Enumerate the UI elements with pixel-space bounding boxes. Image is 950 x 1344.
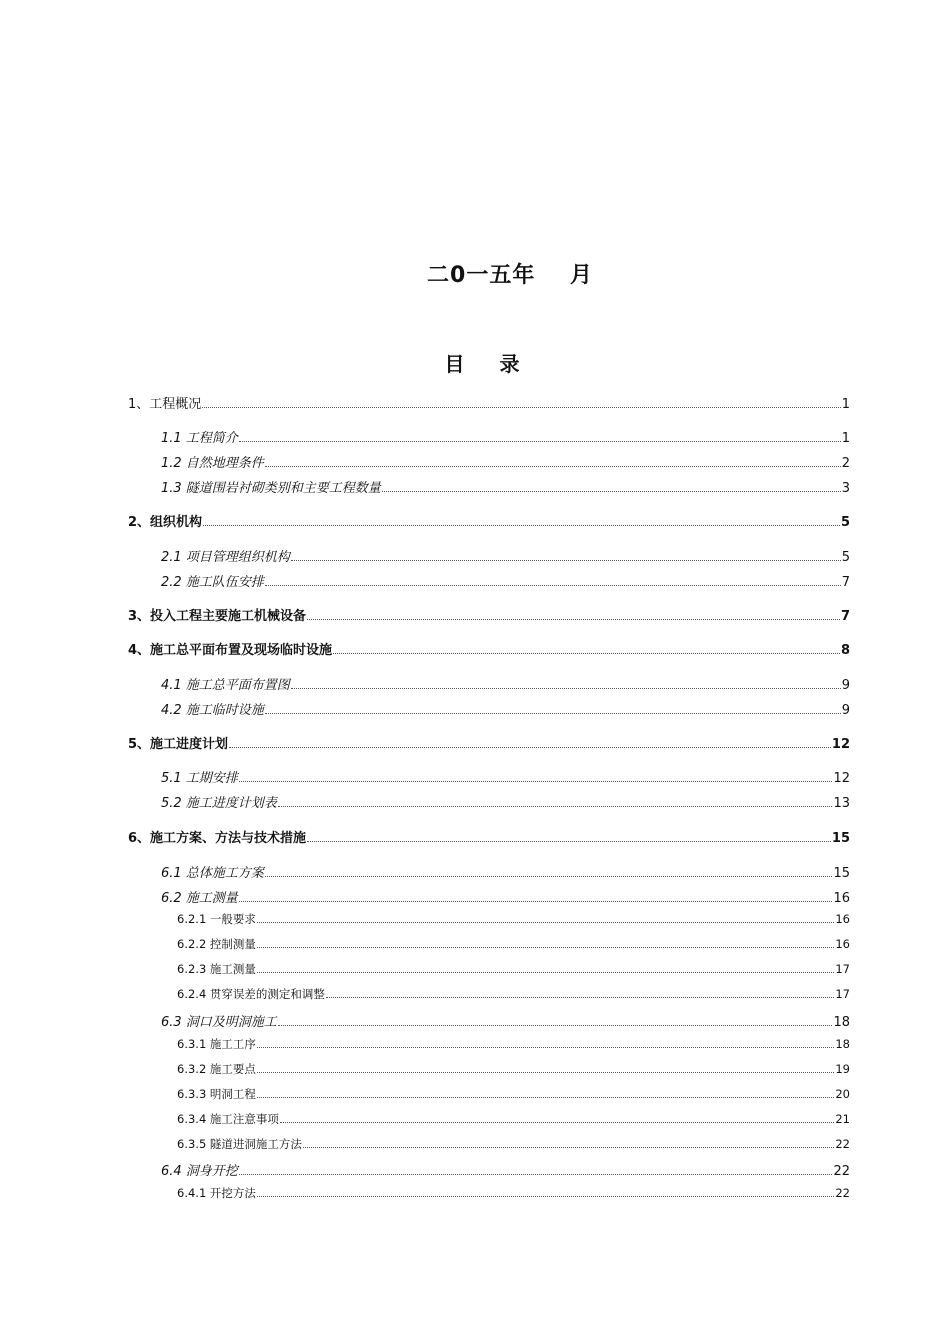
toc-entry-label: 1.1 工程简介 (161, 431, 238, 446)
toc-entry[interactable] (128, 639, 850, 658)
toc-entry-page: 16 (835, 937, 850, 951)
dot-leader (257, 1196, 834, 1197)
dot-leader (257, 1072, 834, 1073)
toc-entry-page: 18 (833, 1015, 850, 1030)
toc-entry-label: 1.2 自然地理条件 (161, 456, 264, 471)
toc-entry[interactable] (177, 1136, 850, 1152)
toc-entry-page: 12 (833, 771, 850, 786)
toc-entry[interactable] (177, 1036, 850, 1052)
toc-entry-label: 6、施工方案、方法与技术措施 (128, 831, 307, 846)
dot-leader (280, 1122, 834, 1123)
toc-entry[interactable] (161, 792, 850, 811)
toc-entry-page: 17 (835, 987, 850, 1001)
toc-entry-page: 13 (833, 796, 850, 811)
toc-entry-label: 4、施工总平面布置及现场临时设施 (128, 643, 333, 658)
toc-entry-page: 21 (835, 1112, 850, 1126)
dot-leader (239, 1174, 833, 1175)
dot-leader (291, 688, 841, 689)
toc-entry[interactable] (177, 1061, 850, 1077)
toc-entry[interactable] (161, 1011, 850, 1030)
toc-entry[interactable] (161, 452, 850, 471)
toc-entry-page: 17 (835, 962, 850, 976)
toc-entry-label: 6.2.1 一般要求 (177, 912, 256, 926)
dot-leader (307, 841, 831, 842)
toc-entry[interactable] (161, 699, 850, 718)
toc-entry-page: 22 (835, 1137, 850, 1151)
toc-entry-label: 6.3.1 施工工序 (177, 1037, 256, 1051)
dot-leader (257, 922, 834, 923)
toc-entry[interactable] (161, 427, 850, 446)
toc-entry-page: 8 (840, 643, 850, 658)
toc-entry-page: 22 (835, 1186, 850, 1200)
toc-entry-label: 5.2 施工进度计划表 (161, 796, 277, 811)
toc-entry[interactable] (128, 393, 850, 412)
dot-leader (257, 1047, 834, 1048)
dot-leader (307, 619, 840, 620)
toc-entry[interactable] (177, 911, 850, 927)
dot-leader (382, 491, 841, 492)
toc-entry-label: 6.2.4 贯穿误差的测定和调整 (177, 987, 325, 1001)
dot-leader (257, 972, 834, 973)
toc-entry-page: 15 (833, 866, 850, 881)
toc-entry[interactable] (128, 827, 850, 846)
toc-entry-label: 5、施工进度计划 (128, 737, 229, 752)
toc-entry[interactable] (161, 887, 850, 906)
toc-entry-page: 15 (831, 831, 850, 846)
toc-entry-label: 2.2 施工队伍安排 (161, 575, 264, 590)
toc-entry-label: 3、投入工程主要施工机械设备 (128, 609, 307, 624)
toc-entry-page: 20 (835, 1087, 850, 1101)
dot-leader (257, 947, 834, 948)
toc-entry[interactable] (128, 733, 850, 752)
toc-entry[interactable] (161, 674, 850, 693)
dot-leader (303, 1147, 834, 1148)
dot-leader (265, 876, 833, 877)
toc-title: 目 录 (444, 352, 534, 376)
toc-entry-page: 12 (831, 737, 850, 752)
toc-entry-label: 6.2.3 施工测量 (177, 962, 256, 976)
toc-entry-page: 16 (833, 891, 850, 906)
toc-entry-page: 18 (835, 1037, 850, 1051)
toc-entry-label: 4.2 施工临时设施 (161, 703, 264, 718)
toc-entry-label: 6.4.1 开挖方法 (177, 1186, 256, 1200)
toc-entry-page: 3 (841, 481, 850, 496)
toc-entry-label: 2、组织机构 (128, 515, 203, 530)
toc-entry[interactable] (177, 1111, 850, 1127)
dot-leader (278, 1025, 833, 1026)
toc-entry[interactable] (177, 1185, 850, 1201)
dot-leader (202, 407, 840, 408)
toc-entry-label: 1.3 隧道围岩衬砌类别和主要工程数量 (161, 481, 381, 496)
dot-leader (239, 441, 841, 442)
toc-entry-label: 6.1 总体施工方案 (161, 866, 264, 881)
toc-entry-page: 22 (833, 1164, 850, 1179)
toc-entry-page: 16 (835, 912, 850, 926)
toc-entry-page: 9 (841, 703, 850, 718)
dot-leader (333, 653, 840, 654)
toc-entry[interactable] (177, 986, 850, 1002)
toc-entry[interactable] (128, 511, 850, 530)
toc-entry-page: 7 (840, 609, 850, 624)
toc-entry-page: 1 (841, 397, 850, 412)
dot-leader (265, 585, 841, 586)
toc-entry[interactable] (161, 767, 850, 786)
dot-leader (203, 525, 840, 526)
toc-entry-label: 6.3.3 明洞工程 (177, 1087, 256, 1101)
toc-entry-page: 5 (841, 550, 850, 565)
dot-leader (257, 1097, 834, 1098)
toc-entry[interactable] (161, 1160, 850, 1179)
toc-entry[interactable] (177, 961, 850, 977)
toc-entry-label: 6.2.2 控制测量 (177, 937, 256, 951)
toc-entry-label: 6.3.4 施工注意事项 (177, 1112, 279, 1126)
toc-entry[interactable] (177, 936, 850, 952)
dot-leader (326, 997, 834, 998)
toc-entry-page: 2 (841, 456, 850, 471)
toc-entry-label: 5.1 工期安排 (161, 771, 238, 786)
toc-entry[interactable] (177, 1086, 850, 1102)
dot-leader (239, 901, 833, 902)
dot-leader (239, 781, 833, 782)
dot-leader (265, 713, 841, 714)
toc-entry-label: 6.3 洞口及明洞施工 (161, 1015, 277, 1030)
toc-entry-page: 9 (841, 678, 850, 693)
toc-entry-label: 6.3.2 施工要点 (177, 1062, 256, 1076)
dot-leader (291, 560, 841, 561)
toc-entry[interactable] (161, 862, 850, 881)
toc-entry-label: 2.1 项目管理组织机构 (161, 550, 290, 565)
dot-leader (278, 806, 833, 807)
toc-entry-label: 6.4 洞身开挖 (161, 1164, 238, 1179)
toc-entry-label: 1、工程概况 (128, 397, 202, 412)
toc-entry[interactable] (161, 546, 850, 565)
dot-leader (229, 747, 831, 748)
toc-entry-page: 19 (835, 1062, 850, 1076)
toc-entry-page: 5 (840, 515, 850, 530)
toc-entry-page: 1 (841, 431, 850, 446)
toc-entry-page: 7 (841, 575, 850, 590)
toc-entry-label: 6.2 施工测量 (161, 891, 238, 906)
dot-leader (265, 466, 841, 467)
toc-entry[interactable] (161, 571, 850, 590)
toc-entry[interactable] (161, 477, 850, 496)
toc-entry-label: 4.1 施工总平面布置图 (161, 678, 290, 693)
toc-entry-label: 6.3.5 隧道进洞施工方法 (177, 1137, 302, 1151)
toc-entry[interactable] (128, 605, 850, 624)
date-line: 二0一五年 月 (427, 263, 593, 288)
